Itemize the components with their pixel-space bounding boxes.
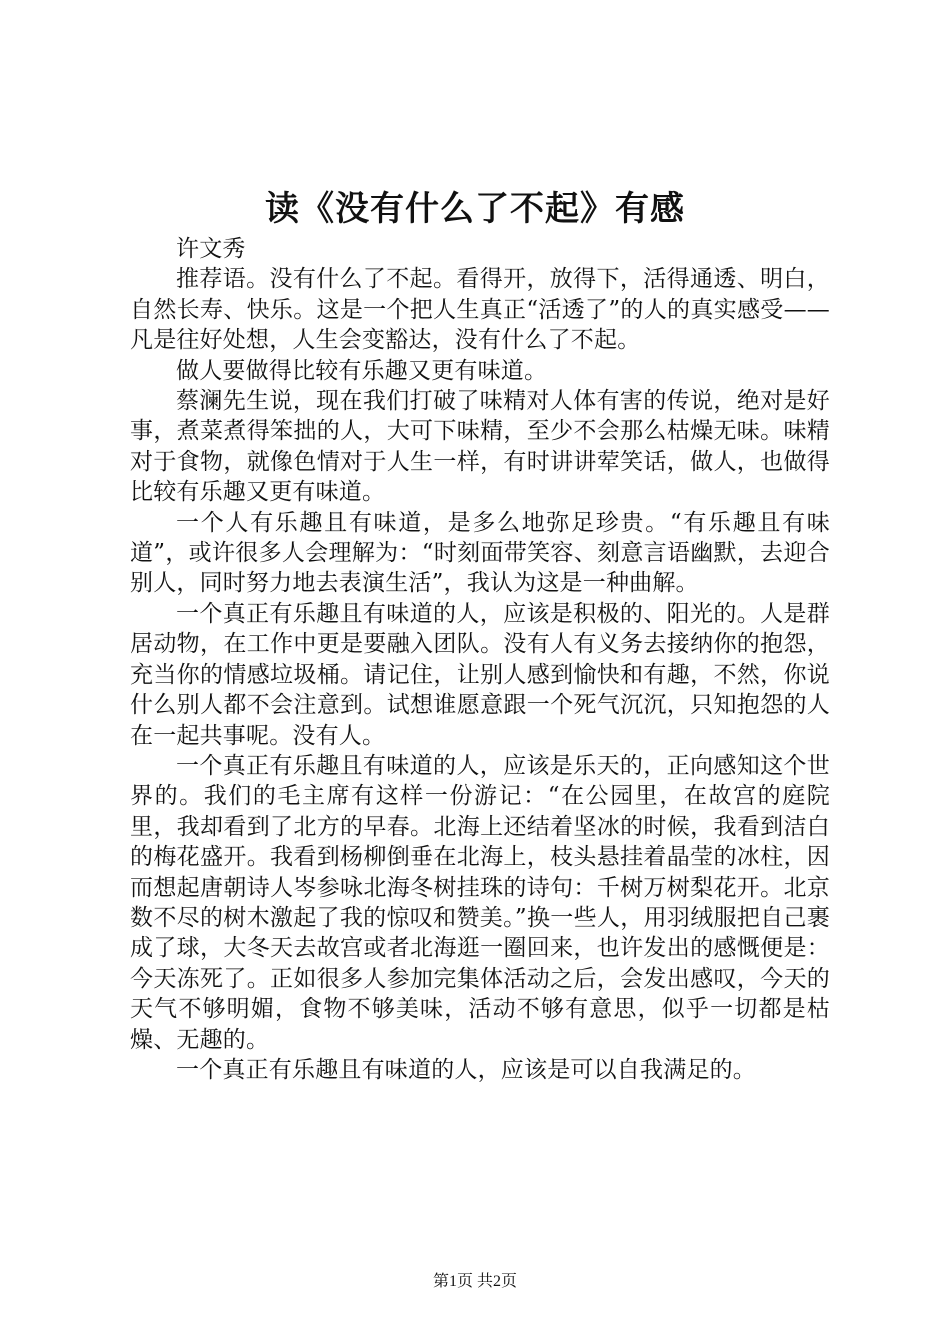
paragraph-recommendation: 推荐语。没有什么了不起。看得开，放得下，活得通透、明白，自然长寿、快乐。这是一个把人生真正“活透了”的人的真实感受——凡是往好处想，人生会变豁达，没有什么了不起。 [130,266,830,354]
paragraph-precious: 一个人有乐趣且有味道，是多么地弥足珍贵。“有乐趣且有味道”，或许很多人会理解为：“时刻面带笑容、刻意言语幽默，去迎合别人，同时努力地去表演生活”，我认为这是一种曲解。 [130,509,830,597]
paragraph-thesis: 做人要做得比较有乐趣又更有味道。 [176,357,548,384]
document-body [130,234,830,1085]
page-number: 第1页 [432,1273,473,1290]
document-title: 读《没有什么了不起》有感 [265,189,685,229]
paragraph-positive: 一个真正有乐趣且有味道的人，应该是积极的、阳光的。人是群居动物，在工作中更是要融入团队。没有人有义务去接纳你的抱怨，充当你的情感垃圾桶。请记住，让别人感到愉快和有趣，不然，你说什么别人都不会注意到。试想谁愿意跟一个死气沉沉，只知抱怨的人在一起共事呢。没有人。 [130,600,830,749]
page-footer [0,1272,950,1292]
paragraph-cai-lan-quote: 蔡澜先生说，现在我们打破了味精对人体有害的传说，绝对是好事，煮菜煮得笨拙的人，大可下味精，至少不会那么枯燥无味。味精对于食物，就像色情对于人生一样，有时讲讲荤笑话，做人，也做得比较有乐趣又更有味道。 [130,388,830,506]
paragraph-optimistic: 一个真正有乐趣且有味道的人，应该是乐天的，正向感知这个世界的。我们的毛主席有这样一份游记：“在公园里，在故宫的庭院里，我却看到了北方的早春。北海上还结着坚冰的时候，我看到洁白的梅花盛开。我看到杨柳倒垂在北海上，枝头悬挂着晶莹的冰柱，因而想起唐朝诗人岑参咏北海冬树挂珠的诗句：千树万树梨花开。北京数不尽的树木激起了我的惊叹和赞美。”换一些人，用羽绒服把自己裹成了球，大冬天去故宫或者北海逛一圈回来，也许发出的感慨便是：今天冻死了。正如很多人参加完集体活动之后，会发出感叹，今天的天气不够明媚，食物不够美味，活动不够有意思，似乎一切都是枯燥、无趣的。 [130,752,830,1053]
page-total: 共2页 [477,1273,518,1290]
author-line: 许文秀 [176,236,246,262]
paragraph-self-satisfied: 一个真正有乐趣且有味道的人，应该是可以自我满足的。 [176,1056,756,1083]
